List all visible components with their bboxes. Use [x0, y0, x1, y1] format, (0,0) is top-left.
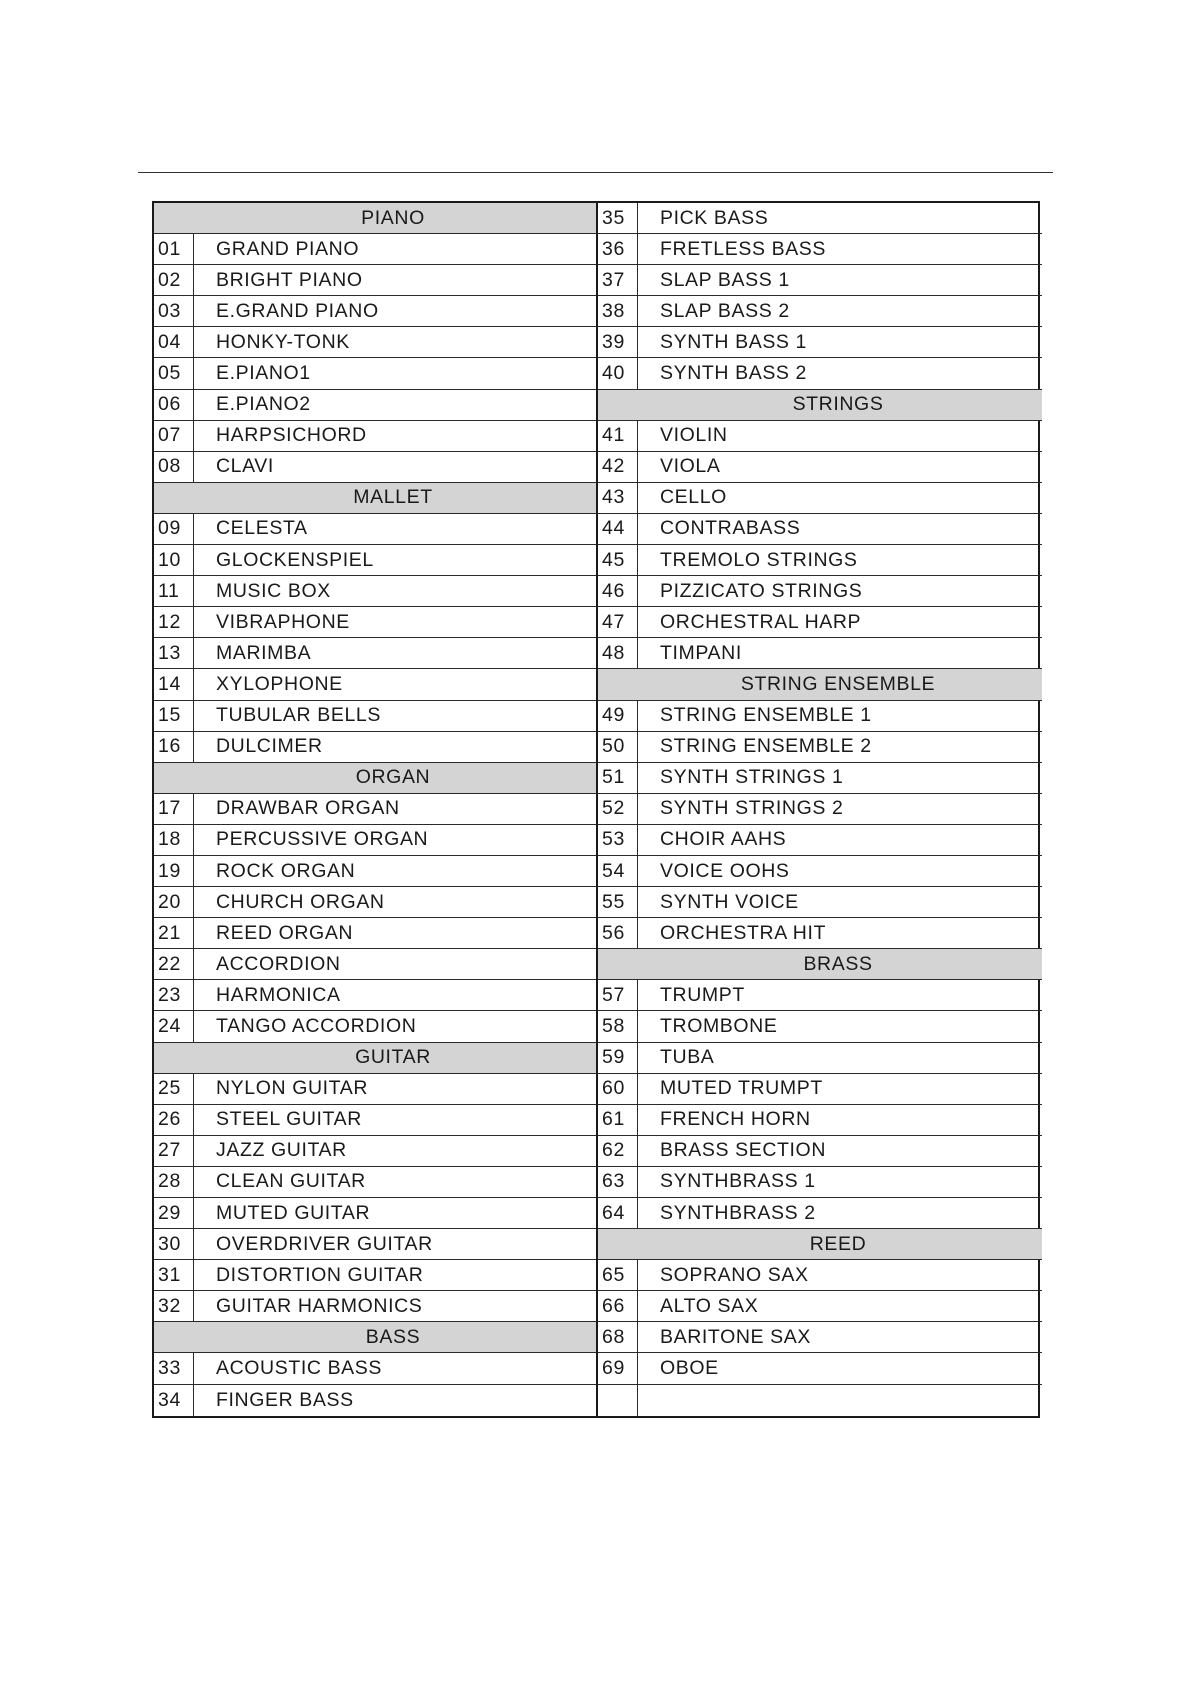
- voice-row-53: [598, 825, 1042, 856]
- voice-row-16: [154, 732, 596, 763]
- voice-name: TUBULAR BELLS: [216, 704, 381, 727]
- voice-number: 33: [154, 1353, 194, 1383]
- voice-number: 41: [598, 421, 638, 451]
- voice-table-left-column: [154, 203, 598, 1416]
- category-header-brass: BRASS: [598, 949, 1042, 980]
- voice-number: 58: [598, 1011, 638, 1041]
- voice-row-02: [154, 265, 596, 296]
- voice-row-25: [154, 1074, 596, 1105]
- voice-name: SYNTH BASS 1: [660, 330, 807, 353]
- voice-row-28: [154, 1167, 596, 1198]
- voice-number: 12: [154, 607, 194, 637]
- voice-number: 61: [598, 1105, 638, 1135]
- voice-number: 68: [598, 1322, 638, 1352]
- category-header-bass: BASS: [154, 1322, 596, 1353]
- voice-name: CELLO: [660, 486, 727, 509]
- voice-name: ORCHESTRA HIT: [660, 921, 826, 944]
- voice-row-05: [154, 358, 596, 389]
- voice-name: E.PIANO2: [216, 393, 311, 416]
- voice-number: 66: [598, 1291, 638, 1321]
- category-header-strings: STRINGS: [598, 390, 1042, 421]
- voice-row-39: [598, 327, 1042, 358]
- voice-number: 19: [154, 856, 194, 886]
- voice-row-33: [154, 1353, 596, 1384]
- voice-number: 54: [598, 856, 638, 886]
- voice-number: 39: [598, 327, 638, 357]
- voice-name: FINGER BASS: [216, 1388, 354, 1411]
- voice-number: 52: [598, 794, 638, 824]
- voice-number: 59: [598, 1043, 638, 1073]
- voice-number: 64: [598, 1198, 638, 1228]
- category-header-organ: ORGAN: [154, 763, 596, 794]
- voice-table-right-column: [598, 203, 1042, 1416]
- voice-name: SYNTH VOICE: [660, 890, 799, 913]
- top-horizontal-rule: [138, 172, 1053, 173]
- voice-number: 22: [154, 949, 194, 979]
- voice-row-64: [598, 1198, 1042, 1229]
- voice-name: [638, 1385, 1042, 1416]
- voice-name: OBOE: [660, 1357, 719, 1380]
- voice-number: 08: [154, 452, 194, 482]
- voice-name: FRENCH HORN: [660, 1108, 811, 1131]
- voice-name: SLAP BASS 2: [660, 299, 790, 322]
- voice-row-32: [154, 1291, 596, 1322]
- voice-row-21: [154, 918, 596, 949]
- voice-row-60: [598, 1074, 1042, 1105]
- category-header-mallet: MALLET: [154, 483, 596, 514]
- category-header-string-ensemble: STRING ENSEMBLE: [598, 669, 1042, 700]
- voice-row-43: [598, 483, 1042, 514]
- voice-name: SYNTHBRASS 1: [660, 1170, 816, 1193]
- voice-name: ORCHESTRAL HARP: [660, 610, 862, 633]
- voice-name: SYNTH BASS 2: [660, 362, 807, 385]
- voice-name: TROMBONE: [660, 1014, 778, 1037]
- voice-number: 40: [598, 358, 638, 388]
- voice-row-56: [598, 918, 1042, 949]
- voice-row-55: [598, 887, 1042, 918]
- voice-name: TIMPANI: [660, 641, 742, 664]
- voice-name: PIZZICATO STRINGS: [660, 579, 863, 602]
- voice-number: 27: [154, 1136, 194, 1166]
- voice-number: 13: [154, 638, 194, 668]
- voice-row-38: [598, 296, 1042, 327]
- voice-name: MUTED GUITAR: [216, 1201, 371, 1224]
- voice-row-24: [154, 1011, 596, 1042]
- voice-number: 32: [154, 1291, 194, 1321]
- voice-number: 01: [154, 234, 194, 264]
- voice-row-23: [154, 980, 596, 1011]
- voice-row-37: [598, 265, 1042, 296]
- voice-number: 03: [154, 296, 194, 326]
- voice-name: STRING ENSEMBLE 2: [660, 735, 872, 758]
- voice-number: 60: [598, 1074, 638, 1104]
- voice-row-31: [154, 1260, 596, 1291]
- voice-number: 24: [154, 1011, 194, 1041]
- voice-number: 09: [154, 514, 194, 544]
- voice-name: E.GRAND PIANO: [216, 299, 379, 322]
- voice-number: 20: [154, 887, 194, 917]
- voice-row-46: [598, 576, 1042, 607]
- voice-number: 35: [598, 203, 638, 233]
- voice-number: 28: [154, 1167, 194, 1197]
- voice-number: 50: [598, 732, 638, 762]
- voice-name: STRING ENSEMBLE 1: [660, 704, 872, 727]
- voice-number: 36: [598, 234, 638, 264]
- voice-name: VOICE OOHS: [660, 859, 790, 882]
- voice-row-58: [598, 1011, 1042, 1042]
- voice-name: SYNTHBRASS 2: [660, 1201, 816, 1224]
- voice-number: 43: [598, 483, 638, 513]
- voice-name: STEEL GUITAR: [216, 1108, 362, 1131]
- voice-row-30: [154, 1229, 596, 1260]
- voice-row-04: [154, 327, 596, 358]
- voice-number: 16: [154, 732, 194, 762]
- voice-number: 23: [154, 980, 194, 1010]
- voice-number: 18: [154, 825, 194, 855]
- voice-row-35: [598, 203, 1042, 234]
- voice-name: HONKY-TONK: [216, 330, 350, 353]
- voice-name: CLAVI: [216, 455, 274, 478]
- voice-number: 47: [598, 607, 638, 637]
- voice-name: CONTRABASS: [660, 517, 801, 540]
- voice-row-68: [598, 1322, 1042, 1353]
- voice-number: 26: [154, 1105, 194, 1135]
- voice-row-29: [154, 1198, 596, 1229]
- voice-number: 38: [598, 296, 638, 326]
- voice-row-51: [598, 763, 1042, 794]
- voice-row-09: [154, 514, 596, 545]
- voice-name: VIBRAPHONE: [216, 610, 350, 633]
- category-header-piano: PIANO: [154, 203, 596, 234]
- voice-name: FRETLESS BASS: [660, 237, 827, 260]
- voice-number: 31: [154, 1260, 194, 1290]
- voice-number: 30: [154, 1229, 194, 1259]
- voice-row-11: [154, 576, 596, 607]
- voice-row-62: [598, 1136, 1042, 1167]
- voice-number: 29: [154, 1198, 194, 1228]
- voice-name: E.PIANO1: [216, 362, 311, 385]
- voice-name: BRASS SECTION: [660, 1139, 826, 1162]
- voice-name: TANGO ACCORDION: [216, 1014, 417, 1037]
- voice-name: SYNTH STRINGS 1: [660, 766, 844, 789]
- voice-name: REED ORGAN: [216, 921, 354, 944]
- voice-name: GRAND PIANO: [216, 237, 360, 260]
- category-header-guitar: GUITAR: [154, 1043, 596, 1074]
- voice-row-69: [598, 1353, 1042, 1384]
- voice-name: SOPRANO SAX: [660, 1263, 809, 1286]
- voice-number: 04: [154, 327, 194, 357]
- voice-row-01: [154, 234, 596, 265]
- voice-row-empty: [598, 1385, 1042, 1416]
- voice-name: SLAP BASS 1: [660, 268, 790, 291]
- voice-name: DRAWBAR ORGAN: [216, 797, 400, 820]
- voice-number: 56: [598, 918, 638, 948]
- voice-name: XYLOPHONE: [216, 672, 343, 695]
- voice-row-20: [154, 887, 596, 918]
- voice-number: 63: [598, 1167, 638, 1197]
- voice-name: PERCUSSIVE ORGAN: [216, 828, 429, 851]
- voice-name: CLEAN GUITAR: [216, 1170, 366, 1193]
- voice-name: CHURCH ORGAN: [216, 890, 385, 913]
- voice-row-50: [598, 732, 1042, 763]
- voice-name: PICK BASS: [660, 206, 769, 229]
- voice-number: 02: [154, 265, 194, 295]
- voice-number: 17: [154, 794, 194, 824]
- voice-number: 65: [598, 1260, 638, 1290]
- voice-row-59: [598, 1043, 1042, 1074]
- voice-number: 06: [154, 390, 194, 420]
- voice-number: 44: [598, 514, 638, 544]
- voice-name: VIOLIN: [660, 424, 728, 447]
- voice-number: 05: [154, 358, 194, 388]
- voice-row-63: [598, 1167, 1042, 1198]
- voice-name: ACCORDION: [216, 952, 341, 975]
- voice-row-65: [598, 1260, 1042, 1291]
- voice-row-15: [154, 701, 596, 732]
- voice-name: TREMOLO STRINGS: [660, 548, 858, 571]
- voice-name: MUTED TRUMPT: [660, 1077, 823, 1100]
- voice-row-52: [598, 794, 1042, 825]
- voice-number: 55: [598, 887, 638, 917]
- voice-name: HARPSICHORD: [216, 424, 367, 447]
- voice-row-66: [598, 1291, 1042, 1322]
- voice-number: 46: [598, 576, 638, 606]
- voice-name: SYNTH STRINGS 2: [660, 797, 844, 820]
- voice-row-12: [154, 607, 596, 638]
- voice-name: CELESTA: [216, 517, 308, 540]
- voice-row-47: [598, 607, 1042, 638]
- voice-row-26: [154, 1105, 596, 1136]
- voice-row-18: [154, 825, 596, 856]
- voice-row-19: [154, 856, 596, 887]
- voice-name: DISTORTION GUITAR: [216, 1263, 424, 1286]
- voice-row-06: [154, 390, 596, 421]
- voice-row-54: [598, 856, 1042, 887]
- voice-number: 14: [154, 669, 194, 699]
- voice-number: 69: [598, 1353, 638, 1383]
- voice-name: OVERDRIVER GUITAR: [216, 1232, 433, 1255]
- voice-number: 37: [598, 265, 638, 295]
- voice-row-27: [154, 1136, 596, 1167]
- voice-row-36: [598, 234, 1042, 265]
- voice-row-57: [598, 980, 1042, 1011]
- voice-number: 07: [154, 421, 194, 451]
- voice-row-08: [154, 452, 596, 483]
- voice-row-48: [598, 638, 1042, 669]
- voice-row-34: [154, 1385, 596, 1416]
- category-header-reed: REED: [598, 1229, 1042, 1260]
- voice-row-07: [154, 421, 596, 452]
- voice-number: 42: [598, 452, 638, 482]
- voice-number: 45: [598, 545, 638, 575]
- voice-row-22: [154, 949, 596, 980]
- voice-number: 25: [154, 1074, 194, 1104]
- voice-row-49: [598, 701, 1042, 732]
- voice-number: [598, 1385, 638, 1416]
- voice-row-10: [154, 545, 596, 576]
- voice-row-40: [598, 358, 1042, 389]
- voice-number: 53: [598, 825, 638, 855]
- voice-name: ALTO SAX: [660, 1294, 759, 1317]
- voice-name: BARITONE SAX: [660, 1325, 811, 1348]
- voice-row-42: [598, 452, 1042, 483]
- voice-number: 11: [154, 576, 194, 606]
- voice-row-14: [154, 669, 596, 700]
- voice-number: 10: [154, 545, 194, 575]
- voice-row-61: [598, 1105, 1042, 1136]
- voice-name: ACOUSTIC BASS: [216, 1357, 382, 1380]
- voice-row-13: [154, 638, 596, 669]
- voice-number: 57: [598, 980, 638, 1010]
- voice-number: 15: [154, 701, 194, 731]
- voice-name: VIOLA: [660, 455, 721, 478]
- voice-name: MUSIC BOX: [216, 579, 331, 602]
- voice-name: BRIGHT PIANO: [216, 268, 363, 291]
- voice-list-table: [152, 201, 1040, 1418]
- voice-name: HARMONICA: [216, 983, 341, 1006]
- voice-number: 48: [598, 638, 638, 668]
- voice-name: MARIMBA: [216, 641, 312, 664]
- voice-name: GUITAR HARMONICS: [216, 1294, 423, 1317]
- voice-number: 51: [598, 763, 638, 793]
- voice-name: ROCK ORGAN: [216, 859, 356, 882]
- voice-number: 49: [598, 701, 638, 731]
- voice-name: JAZZ GUITAR: [216, 1139, 347, 1162]
- voice-row-17: [154, 794, 596, 825]
- voice-name: TRUMPT: [660, 983, 745, 1006]
- voice-name: TUBA: [660, 1046, 715, 1069]
- voice-number: 62: [598, 1136, 638, 1166]
- voice-name: NYLON GUITAR: [216, 1077, 369, 1100]
- voice-name: GLOCKENSPIEL: [216, 548, 374, 571]
- voice-name: DULCIMER: [216, 735, 323, 758]
- voice-row-44: [598, 514, 1042, 545]
- voice-row-45: [598, 545, 1042, 576]
- voice-row-03: [154, 296, 596, 327]
- voice-row-41: [598, 421, 1042, 452]
- voice-name: CHOIR AAHS: [660, 828, 787, 851]
- voice-number: 21: [154, 918, 194, 948]
- voice-number: 34: [154, 1385, 194, 1416]
